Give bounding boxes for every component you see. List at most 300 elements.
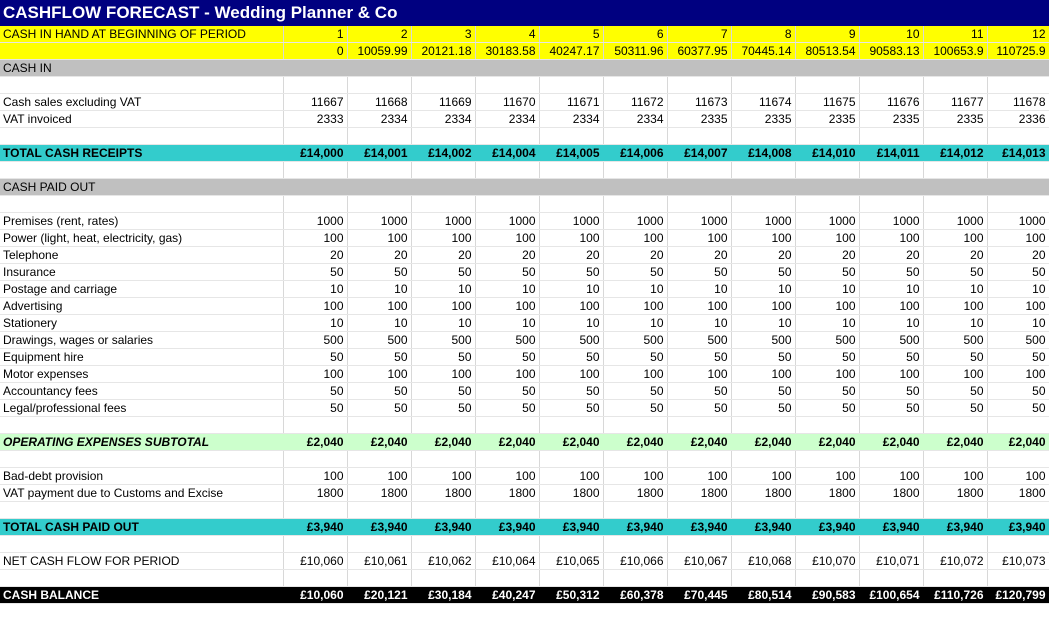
value-cell[interactable] <box>347 128 411 145</box>
value-cell[interactable]: 100 <box>667 366 731 383</box>
value-cell[interactable] <box>731 162 795 179</box>
value-cell[interactable]: 10 <box>987 281 1049 298</box>
value-cell[interactable]: 0 <box>283 43 347 60</box>
value-cell[interactable]: 11671 <box>539 94 603 111</box>
value-cell[interactable]: 1800 <box>923 485 987 502</box>
value-cell[interactable]: 80513.54 <box>795 43 859 60</box>
value-cell[interactable] <box>795 570 859 587</box>
value-cell[interactable] <box>347 196 411 213</box>
value-cell[interactable] <box>731 179 795 196</box>
value-cell[interactable]: 2 <box>347 26 411 43</box>
value-cell[interactable]: £14,010 <box>795 145 859 162</box>
value-cell[interactable] <box>347 179 411 196</box>
value-cell[interactable] <box>987 502 1049 519</box>
value-cell[interactable]: 10 <box>539 281 603 298</box>
value-cell[interactable]: £2,040 <box>667 434 731 451</box>
value-cell[interactable] <box>923 536 987 553</box>
value-cell[interactable]: 10 <box>987 315 1049 332</box>
value-cell[interactable]: 1800 <box>859 485 923 502</box>
value-cell[interactable]: 50 <box>859 264 923 281</box>
value-cell[interactable] <box>411 128 475 145</box>
value-cell[interactable] <box>603 162 667 179</box>
value-cell[interactable] <box>283 196 347 213</box>
value-cell[interactable]: £80,514 <box>731 587 795 604</box>
value-cell[interactable]: 50 <box>923 383 987 400</box>
value-cell[interactable]: 4 <box>475 26 539 43</box>
value-cell[interactable]: 50 <box>923 400 987 417</box>
value-cell[interactable] <box>859 417 923 434</box>
value-cell[interactable]: 2333 <box>283 111 347 128</box>
value-cell[interactable]: 40247.17 <box>539 43 603 60</box>
row-label-cell[interactable]: Drawings, wages or salaries <box>0 332 283 349</box>
value-cell[interactable] <box>731 128 795 145</box>
value-cell[interactable]: 50 <box>795 349 859 366</box>
value-cell[interactable]: 11669 <box>411 94 475 111</box>
row-label-cell[interactable]: Legal/professional fees <box>0 400 283 417</box>
value-cell[interactable] <box>923 60 987 77</box>
value-cell[interactable] <box>987 451 1049 468</box>
value-cell[interactable]: 10 <box>923 315 987 332</box>
value-cell[interactable]: 1800 <box>603 485 667 502</box>
value-cell[interactable]: 1800 <box>667 485 731 502</box>
value-cell[interactable] <box>859 570 923 587</box>
value-cell[interactable]: 10 <box>859 281 923 298</box>
value-cell[interactable] <box>347 451 411 468</box>
row-label-cell[interactable]: Bad-debt provision <box>0 468 283 485</box>
row-label-cell[interactable]: Power (light, heat, electricity, gas) <box>0 230 283 247</box>
value-cell[interactable] <box>987 128 1049 145</box>
value-cell[interactable]: 10 <box>411 281 475 298</box>
value-cell[interactable]: £14,004 <box>475 145 539 162</box>
value-cell[interactable]: £14,013 <box>987 145 1049 162</box>
row-label-cell[interactable] <box>0 451 283 468</box>
value-cell[interactable] <box>923 417 987 434</box>
value-cell[interactable] <box>283 179 347 196</box>
value-cell[interactable]: £10,072 <box>923 553 987 570</box>
row-label-cell[interactable]: Cash sales excluding VAT <box>0 94 283 111</box>
value-cell[interactable]: £14,006 <box>603 145 667 162</box>
value-cell[interactable]: £3,940 <box>411 519 475 536</box>
row-label-cell[interactable]: CASH BALANCE <box>0 587 283 604</box>
value-cell[interactable] <box>411 536 475 553</box>
value-cell[interactable] <box>539 128 603 145</box>
value-cell[interactable]: 100 <box>859 468 923 485</box>
value-cell[interactable]: £10,062 <box>411 553 475 570</box>
value-cell[interactable]: £2,040 <box>539 434 603 451</box>
value-cell[interactable] <box>539 179 603 196</box>
value-cell[interactable]: £3,940 <box>475 519 539 536</box>
value-cell[interactable]: 20 <box>347 247 411 264</box>
value-cell[interactable]: 50 <box>347 383 411 400</box>
row-label-cell[interactable]: Stationery <box>0 315 283 332</box>
value-cell[interactable] <box>475 162 539 179</box>
value-cell[interactable] <box>283 417 347 434</box>
value-cell[interactable]: 10 <box>475 281 539 298</box>
value-cell[interactable] <box>603 570 667 587</box>
value-cell[interactable]: £40,247 <box>475 587 539 604</box>
value-cell[interactable] <box>923 179 987 196</box>
value-cell[interactable]: £2,040 <box>347 434 411 451</box>
value-cell[interactable]: 100 <box>859 230 923 247</box>
value-cell[interactable]: 100 <box>411 468 475 485</box>
value-cell[interactable]: £3,940 <box>859 519 923 536</box>
value-cell[interactable] <box>923 451 987 468</box>
value-cell[interactable]: 5 <box>539 26 603 43</box>
value-cell[interactable] <box>411 77 475 94</box>
value-cell[interactable]: 1800 <box>795 485 859 502</box>
value-cell[interactable]: £14,002 <box>411 145 475 162</box>
value-cell[interactable] <box>347 536 411 553</box>
row-label-cell[interactable]: CASH PAID OUT <box>0 179 283 196</box>
value-cell[interactable] <box>347 570 411 587</box>
value-cell[interactable]: £14,000 <box>283 145 347 162</box>
value-cell[interactable]: 100 <box>667 230 731 247</box>
row-label-cell[interactable]: Advertising <box>0 298 283 315</box>
value-cell[interactable]: £110,726 <box>923 587 987 604</box>
value-cell[interactable]: 50 <box>283 349 347 366</box>
value-cell[interactable]: £2,040 <box>475 434 539 451</box>
value-cell[interactable]: 100 <box>283 230 347 247</box>
value-cell[interactable] <box>795 179 859 196</box>
value-cell[interactable] <box>859 196 923 213</box>
value-cell[interactable]: £2,040 <box>411 434 475 451</box>
value-cell[interactable]: 20 <box>411 247 475 264</box>
value-cell[interactable]: 1800 <box>731 485 795 502</box>
row-label-cell[interactable] <box>0 502 283 519</box>
value-cell[interactable] <box>539 196 603 213</box>
value-cell[interactable]: 2335 <box>923 111 987 128</box>
row-label-cell[interactable] <box>0 43 283 60</box>
value-cell[interactable]: 20 <box>923 247 987 264</box>
value-cell[interactable]: 500 <box>923 332 987 349</box>
value-cell[interactable] <box>411 502 475 519</box>
value-cell[interactable]: 90583.13 <box>859 43 923 60</box>
value-cell[interactable] <box>539 536 603 553</box>
value-cell[interactable]: 1000 <box>475 213 539 230</box>
value-cell[interactable] <box>667 179 731 196</box>
value-cell[interactable] <box>987 536 1049 553</box>
value-cell[interactable]: 1000 <box>539 213 603 230</box>
value-cell[interactable] <box>731 502 795 519</box>
value-cell[interactable] <box>475 570 539 587</box>
value-cell[interactable]: 50 <box>539 400 603 417</box>
value-cell[interactable]: 100 <box>347 468 411 485</box>
value-cell[interactable]: £10,060 <box>283 587 347 604</box>
value-cell[interactable]: 50 <box>603 383 667 400</box>
value-cell[interactable] <box>539 162 603 179</box>
value-cell[interactable]: 100 <box>539 468 603 485</box>
value-cell[interactable] <box>539 60 603 77</box>
value-cell[interactable] <box>411 179 475 196</box>
value-cell[interactable] <box>475 179 539 196</box>
value-cell[interactable] <box>603 60 667 77</box>
value-cell[interactable]: 1 <box>283 26 347 43</box>
value-cell[interactable] <box>795 451 859 468</box>
value-cell[interactable]: £14,007 <box>667 145 731 162</box>
value-cell[interactable]: 50 <box>731 383 795 400</box>
value-cell[interactable]: 10059.99 <box>347 43 411 60</box>
row-label-cell[interactable]: Postage and carriage <box>0 281 283 298</box>
value-cell[interactable] <box>539 570 603 587</box>
value-cell[interactable] <box>475 128 539 145</box>
value-cell[interactable]: 100 <box>923 468 987 485</box>
value-cell[interactable]: £3,940 <box>283 519 347 536</box>
value-cell[interactable]: 50 <box>923 264 987 281</box>
value-cell[interactable]: £10,065 <box>539 553 603 570</box>
value-cell[interactable]: 20 <box>603 247 667 264</box>
value-cell[interactable]: £2,040 <box>795 434 859 451</box>
value-cell[interactable]: 50 <box>667 400 731 417</box>
value-cell[interactable]: £70,445 <box>667 587 731 604</box>
value-cell[interactable]: 50 <box>795 383 859 400</box>
value-cell[interactable]: 1000 <box>795 213 859 230</box>
value-cell[interactable] <box>411 570 475 587</box>
value-cell[interactable]: 100 <box>603 366 667 383</box>
row-label-cell[interactable] <box>0 162 283 179</box>
value-cell[interactable] <box>859 451 923 468</box>
value-cell[interactable]: £60,378 <box>603 587 667 604</box>
value-cell[interactable]: 50 <box>859 400 923 417</box>
value-cell[interactable] <box>347 417 411 434</box>
value-cell[interactable]: 50 <box>347 264 411 281</box>
value-cell[interactable]: 50 <box>731 264 795 281</box>
value-cell[interactable]: 500 <box>539 332 603 349</box>
value-cell[interactable]: 7 <box>667 26 731 43</box>
value-cell[interactable]: £14,012 <box>923 145 987 162</box>
value-cell[interactable]: 100 <box>859 366 923 383</box>
value-cell[interactable] <box>987 179 1049 196</box>
value-cell[interactable]: 100 <box>411 298 475 315</box>
value-cell[interactable]: 100 <box>731 230 795 247</box>
value-cell[interactable]: 50 <box>795 400 859 417</box>
value-cell[interactable]: 10 <box>347 315 411 332</box>
value-cell[interactable]: 100 <box>283 298 347 315</box>
value-cell[interactable] <box>283 502 347 519</box>
row-label-cell[interactable]: VAT payment due to Customs and Excise <box>0 485 283 502</box>
value-cell[interactable]: 100 <box>923 366 987 383</box>
value-cell[interactable]: 500 <box>859 332 923 349</box>
value-cell[interactable]: £10,067 <box>667 553 731 570</box>
value-cell[interactable]: 50 <box>411 400 475 417</box>
value-cell[interactable]: 50 <box>987 349 1049 366</box>
value-cell[interactable]: 100 <box>475 366 539 383</box>
value-cell[interactable]: £30,184 <box>411 587 475 604</box>
value-cell[interactable]: 100 <box>539 366 603 383</box>
value-cell[interactable]: 20 <box>859 247 923 264</box>
value-cell[interactable] <box>923 162 987 179</box>
value-cell[interactable] <box>795 128 859 145</box>
value-cell[interactable] <box>667 60 731 77</box>
value-cell[interactable] <box>731 196 795 213</box>
value-cell[interactable]: 10 <box>795 315 859 332</box>
value-cell[interactable]: 10 <box>667 281 731 298</box>
value-cell[interactable] <box>475 60 539 77</box>
value-cell[interactable]: 50 <box>603 349 667 366</box>
value-cell[interactable] <box>859 536 923 553</box>
value-cell[interactable] <box>475 417 539 434</box>
value-cell[interactable] <box>283 128 347 145</box>
value-cell[interactable]: 100653.9 <box>923 43 987 60</box>
value-cell[interactable]: 100 <box>603 468 667 485</box>
value-cell[interactable]: 20 <box>475 247 539 264</box>
value-cell[interactable]: 2334 <box>475 111 539 128</box>
value-cell[interactable]: 2335 <box>667 111 731 128</box>
value-cell[interactable]: 1000 <box>603 213 667 230</box>
value-cell[interactable]: £10,073 <box>987 553 1049 570</box>
value-cell[interactable]: 100 <box>539 230 603 247</box>
value-cell[interactable]: £90,583 <box>795 587 859 604</box>
value-cell[interactable]: £3,940 <box>987 519 1049 536</box>
value-cell[interactable]: 100 <box>731 468 795 485</box>
value-cell[interactable]: 11675 <box>795 94 859 111</box>
value-cell[interactable]: 2334 <box>411 111 475 128</box>
row-label-cell[interactable]: Accountancy fees <box>0 383 283 400</box>
value-cell[interactable]: 10 <box>347 281 411 298</box>
value-cell[interactable] <box>411 162 475 179</box>
value-cell[interactable]: £10,068 <box>731 553 795 570</box>
value-cell[interactable] <box>795 60 859 77</box>
row-label-cell[interactable]: Motor expenses <box>0 366 283 383</box>
value-cell[interactable]: 100 <box>731 366 795 383</box>
value-cell[interactable] <box>795 196 859 213</box>
value-cell[interactable]: 11676 <box>859 94 923 111</box>
value-cell[interactable]: 100 <box>795 366 859 383</box>
value-cell[interactable]: 50 <box>539 349 603 366</box>
value-cell[interactable]: 20 <box>667 247 731 264</box>
value-cell[interactable]: 500 <box>731 332 795 349</box>
value-cell[interactable]: 20 <box>731 247 795 264</box>
value-cell[interactable] <box>539 502 603 519</box>
value-cell[interactable]: 11667 <box>283 94 347 111</box>
value-cell[interactable]: 100 <box>347 366 411 383</box>
value-cell[interactable] <box>731 536 795 553</box>
value-cell[interactable] <box>539 417 603 434</box>
value-cell[interactable]: 2335 <box>859 111 923 128</box>
value-cell[interactable]: 100 <box>731 298 795 315</box>
value-cell[interactable] <box>603 536 667 553</box>
value-cell[interactable] <box>859 179 923 196</box>
value-cell[interactable]: £14,005 <box>539 145 603 162</box>
value-cell[interactable]: 50 <box>475 349 539 366</box>
value-cell[interactable]: £3,940 <box>667 519 731 536</box>
value-cell[interactable]: 100 <box>795 230 859 247</box>
sheet-title[interactable]: CASHFLOW FORECAST - Wedding Planner & Co <box>0 0 1049 26</box>
value-cell[interactable]: 50 <box>923 349 987 366</box>
value-cell[interactable]: 500 <box>603 332 667 349</box>
value-cell[interactable]: 50 <box>411 349 475 366</box>
value-cell[interactable] <box>923 128 987 145</box>
value-cell[interactable] <box>603 451 667 468</box>
value-cell[interactable]: 500 <box>283 332 347 349</box>
row-label-cell[interactable] <box>0 196 283 213</box>
value-cell[interactable]: 11673 <box>667 94 731 111</box>
value-cell[interactable] <box>667 77 731 94</box>
value-cell[interactable]: £10,071 <box>859 553 923 570</box>
value-cell[interactable]: £14,011 <box>859 145 923 162</box>
value-cell[interactable]: 10 <box>923 281 987 298</box>
value-cell[interactable] <box>667 162 731 179</box>
value-cell[interactable] <box>475 196 539 213</box>
value-cell[interactable]: 20121.18 <box>411 43 475 60</box>
value-cell[interactable]: 100 <box>603 230 667 247</box>
value-cell[interactable]: 11672 <box>603 94 667 111</box>
value-cell[interactable]: 20 <box>795 247 859 264</box>
value-cell[interactable]: £3,940 <box>923 519 987 536</box>
value-cell[interactable]: £2,040 <box>283 434 347 451</box>
value-cell[interactable]: 500 <box>987 332 1049 349</box>
value-cell[interactable] <box>283 77 347 94</box>
value-cell[interactable]: 100 <box>475 468 539 485</box>
value-cell[interactable]: 50 <box>539 383 603 400</box>
value-cell[interactable]: £3,940 <box>731 519 795 536</box>
value-cell[interactable]: 10 <box>795 281 859 298</box>
value-cell[interactable]: 50 <box>411 383 475 400</box>
value-cell[interactable]: 100 <box>347 298 411 315</box>
value-cell[interactable]: 10 <box>283 315 347 332</box>
value-cell[interactable] <box>987 417 1049 434</box>
value-cell[interactable]: 11670 <box>475 94 539 111</box>
value-cell[interactable] <box>283 60 347 77</box>
value-cell[interactable]: 1800 <box>347 485 411 502</box>
value-cell[interactable]: 50 <box>603 264 667 281</box>
row-label-cell[interactable] <box>0 570 283 587</box>
value-cell[interactable]: 10 <box>603 281 667 298</box>
value-cell[interactable] <box>667 536 731 553</box>
value-cell[interactable]: 50 <box>987 383 1049 400</box>
value-cell[interactable]: 2334 <box>347 111 411 128</box>
value-cell[interactable]: £2,040 <box>603 434 667 451</box>
value-cell[interactable] <box>667 196 731 213</box>
value-cell[interactable] <box>603 502 667 519</box>
value-cell[interactable]: £2,040 <box>923 434 987 451</box>
value-cell[interactable]: 50 <box>283 400 347 417</box>
value-cell[interactable]: £100,654 <box>859 587 923 604</box>
value-cell[interactable]: 10 <box>667 315 731 332</box>
value-cell[interactable] <box>603 196 667 213</box>
value-cell[interactable]: £2,040 <box>731 434 795 451</box>
value-cell[interactable]: 100 <box>923 298 987 315</box>
value-cell[interactable] <box>411 451 475 468</box>
value-cell[interactable] <box>987 60 1049 77</box>
value-cell[interactable]: 1800 <box>475 485 539 502</box>
value-cell[interactable]: £3,940 <box>795 519 859 536</box>
value-cell[interactable] <box>859 60 923 77</box>
row-label-cell[interactable]: OPERATING EXPENSES SUBTOTAL <box>0 434 283 451</box>
value-cell[interactable]: 10 <box>731 315 795 332</box>
value-cell[interactable]: 100 <box>859 298 923 315</box>
value-cell[interactable]: 11668 <box>347 94 411 111</box>
value-cell[interactable] <box>283 162 347 179</box>
value-cell[interactable]: £50,312 <box>539 587 603 604</box>
value-cell[interactable]: 1800 <box>283 485 347 502</box>
value-cell[interactable] <box>987 162 1049 179</box>
value-cell[interactable]: £3,940 <box>539 519 603 536</box>
value-cell[interactable]: £10,060 <box>283 553 347 570</box>
value-cell[interactable]: 500 <box>667 332 731 349</box>
value-cell[interactable] <box>859 162 923 179</box>
value-cell[interactable] <box>859 502 923 519</box>
row-label-cell[interactable] <box>0 77 283 94</box>
row-label-cell[interactable]: Equipment hire <box>0 349 283 366</box>
value-cell[interactable]: 50 <box>667 349 731 366</box>
row-label-cell[interactable]: Telephone <box>0 247 283 264</box>
value-cell[interactable]: £2,040 <box>859 434 923 451</box>
value-cell[interactable]: 100 <box>987 468 1049 485</box>
value-cell[interactable] <box>539 451 603 468</box>
value-cell[interactable] <box>475 451 539 468</box>
value-cell[interactable]: 1000 <box>667 213 731 230</box>
value-cell[interactable]: 100 <box>667 298 731 315</box>
